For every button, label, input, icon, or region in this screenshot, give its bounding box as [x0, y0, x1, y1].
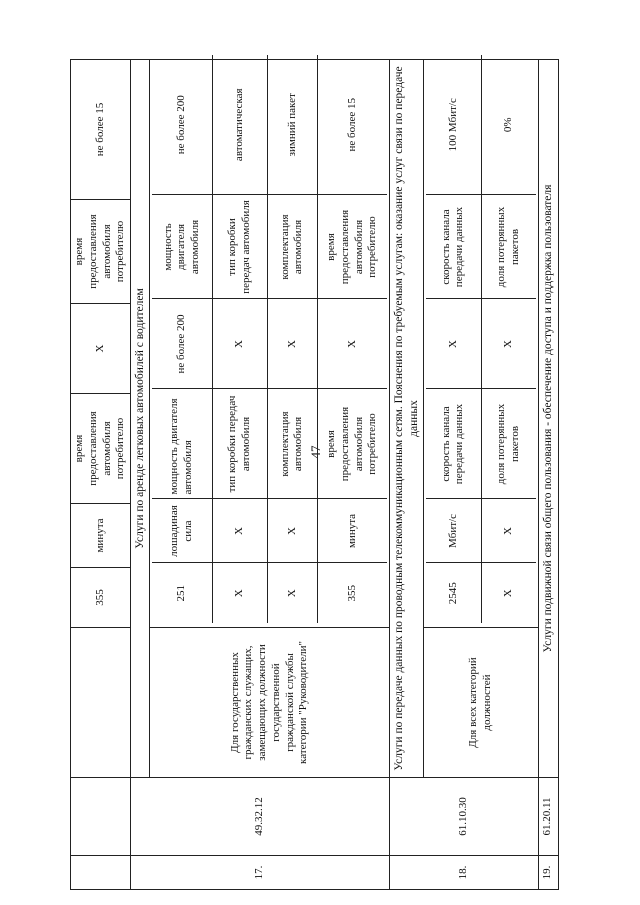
value-cell: не более 15 — [317, 55, 387, 195]
characteristic-2: скорость канала передачи данных — [426, 195, 481, 299]
row-17-body — [150, 60, 390, 890]
okpd-code: 61.20.11 — [539, 778, 558, 856]
characteristic-2: время предоставления автомобиля потребителю — [317, 195, 387, 299]
items-subtable — [152, 55, 387, 623]
section-title: Услуги подвижной связи общего пользования - обеспечение доступа и поддержка пользователя — [539, 60, 558, 778]
characteristic-2: мощность двигателя автомобиля — [152, 195, 212, 299]
section-title: Услуги по аренде легковых автомобилей с водителем — [131, 60, 150, 778]
okei-code: 355 — [317, 563, 387, 623]
characteristic-value: X — [317, 299, 387, 389]
row-18-header — [390, 60, 424, 890]
characteristic: доля потерянных пакетов — [481, 389, 536, 499]
requirements-table — [70, 59, 559, 890]
unit-name: X — [212, 499, 267, 563]
items-cell — [150, 60, 390, 628]
unit-name: Мбит/с — [426, 499, 481, 563]
value-cell: не более 15 — [71, 60, 131, 200]
item-row — [212, 55, 267, 623]
okei-code: X — [481, 563, 536, 623]
okei-code: 251 — [152, 563, 212, 623]
item-row — [152, 55, 212, 623]
unit-name: лошадиная сила — [152, 499, 212, 563]
characteristic: время предоставления автомобиля потребителю — [317, 389, 387, 499]
value-cell: зимний пакет — [267, 55, 317, 195]
category-cell: Для всех категорий должностей — [424, 628, 539, 778]
row-number — [71, 856, 131, 890]
item-row — [426, 55, 481, 623]
row-17-header — [131, 60, 150, 890]
category-cell — [71, 628, 131, 778]
item-row — [267, 55, 317, 623]
value-cell: 100 Мбит/с — [426, 55, 481, 195]
section-title: Услуги по передаче данных по проводным телекоммуникационным сетям. Пояснения по требуемым услугам: оказание услуг связи по передаче данных — [390, 60, 424, 778]
row-number: 18. — [390, 856, 539, 890]
row-19 — [539, 60, 558, 890]
characteristic: скорость канала передачи данных — [426, 389, 481, 499]
row-18-body — [424, 60, 539, 890]
continuation-row — [71, 60, 131, 890]
characteristic-2: доля потерянных пакетов — [481, 195, 536, 299]
okpd-code: 61.10.30 — [390, 778, 539, 856]
items-subtable — [426, 55, 536, 623]
category-cell: Для государственных гражданских служащих, замещающих должности государственной гражданской службы категории "Руководители" — [150, 628, 390, 778]
unit-name: X — [267, 499, 317, 563]
okpd-code: 49.32.12 — [131, 778, 390, 856]
characteristic: комплектация автомобиля — [267, 389, 317, 499]
rotated-table-wrapper — [70, 60, 555, 890]
characteristic-2: тип коробки передач автомобиля — [212, 195, 267, 299]
okei-code: X — [212, 563, 267, 623]
characteristic-2: время предоставления автомобиля потребителю — [71, 200, 131, 304]
row-number: 17. — [131, 856, 390, 890]
unit-name: минута — [71, 504, 131, 568]
items-cell — [424, 60, 539, 628]
page-number: 47 — [308, 445, 323, 459]
item-row — [481, 55, 536, 623]
characteristic-value: X — [481, 299, 536, 389]
okpd-code — [71, 778, 131, 856]
characteristic-value: X — [426, 299, 481, 389]
characteristic-2: комплектация автомобиля — [267, 195, 317, 299]
unit-name: минута — [317, 499, 387, 563]
value-cell: 0% — [481, 55, 536, 195]
value-cell: не более 200 — [152, 55, 212, 195]
row-number: 19. — [539, 856, 558, 890]
characteristic: тип коробки передач автомобиля — [212, 389, 267, 499]
characteristic-value: X — [267, 299, 317, 389]
value-cell: автоматическая — [212, 55, 267, 195]
characteristic: мощность двигателя автомобиля — [152, 389, 212, 499]
characteristic-value: X — [71, 304, 131, 394]
item-row — [317, 55, 387, 623]
unit-name: X — [481, 499, 536, 563]
okei-code: X — [267, 563, 317, 623]
characteristic: время предоставления автомобиля потребителю — [71, 394, 131, 504]
characteristic-value: X — [212, 299, 267, 389]
okei-code: 355 — [71, 568, 131, 628]
characteristic-value: не более 200 — [152, 299, 212, 389]
okei-code: 2545 — [426, 563, 481, 623]
